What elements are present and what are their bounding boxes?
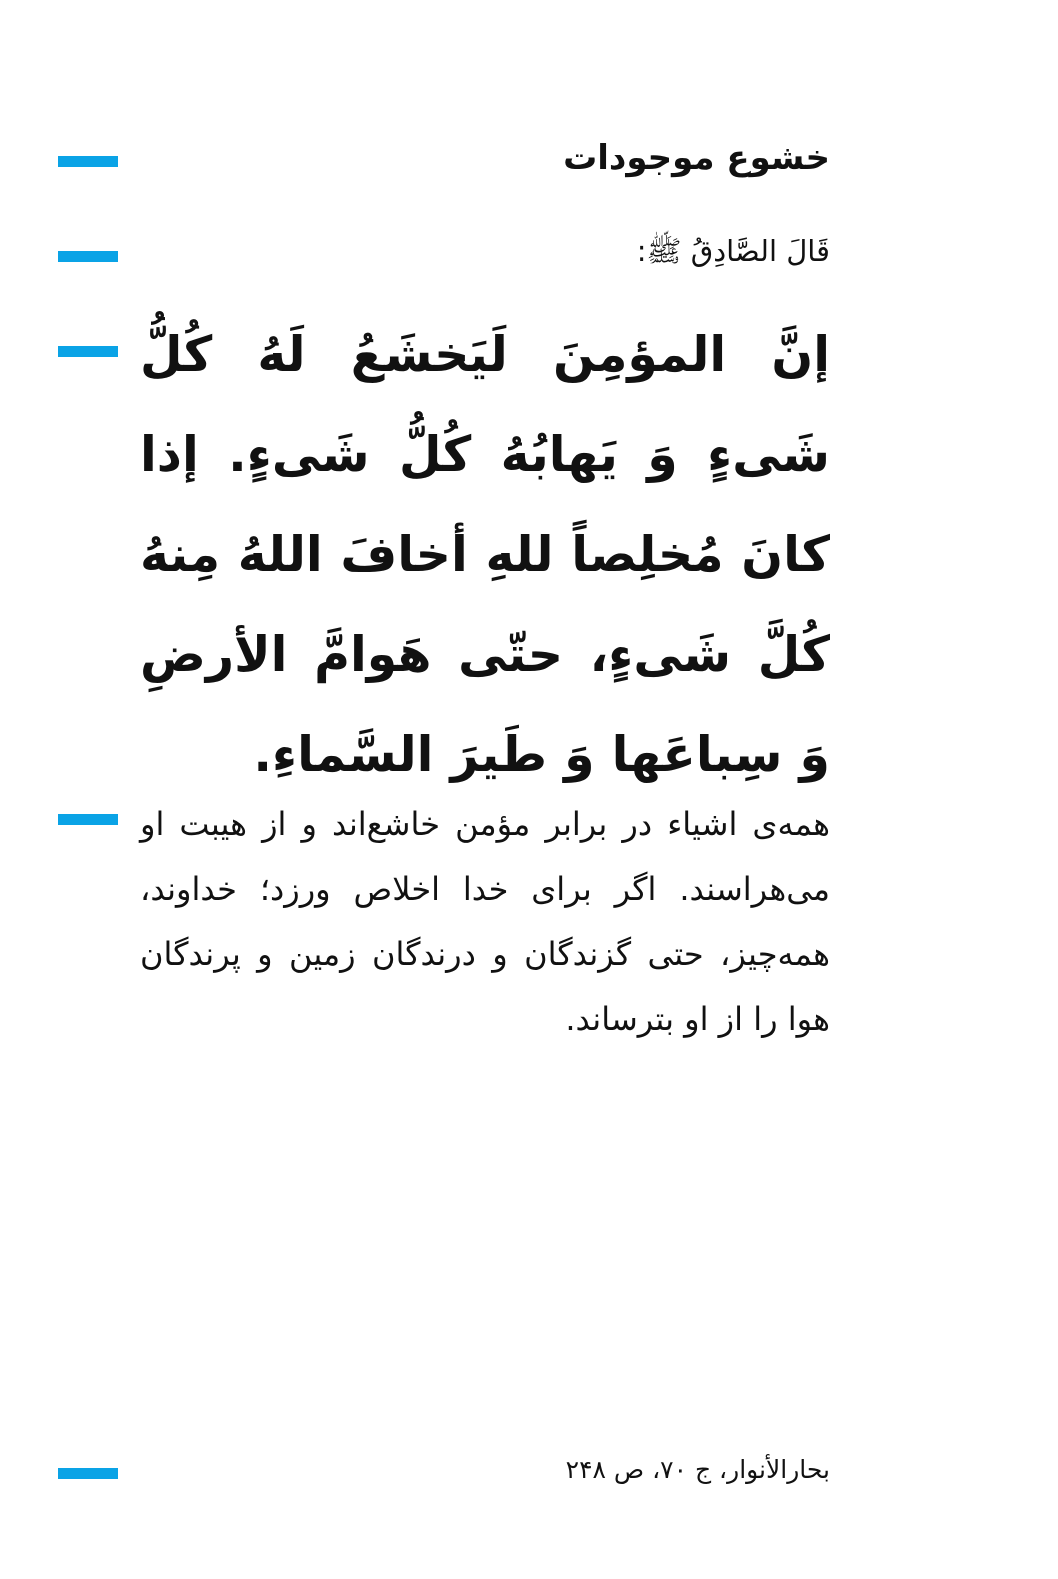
source-marker: [58, 1468, 118, 1479]
speaker-marker: [58, 251, 118, 262]
title-marker: [58, 156, 118, 167]
translation-marker: [58, 814, 118, 825]
speaker-line: قَالَ الصَّادِقُ ﷺ:: [636, 234, 830, 268]
hadith-text: إنَّ المؤمِنَ لَيَخشَعُ لَهُ كُلُّ شَىءٍ وَ يَهابُهُ كُلُّ شَىءٍ. إذا كانَ مُخلِصاً للهِ أخافَ اللهُ مِنهُ كُلَّ شَىءٍ، حتّى هَوامَّ الأرضِ وَ سِباعَها وَ طَيرَ السَّماءِ.: [140, 326, 830, 783]
source-citation: بحارالأنوار، ج ۷۰، ص ۲۴۸: [565, 1455, 830, 1484]
hadith-marker: [58, 346, 118, 357]
page-title: خشوع موجودات: [563, 138, 830, 178]
translation-text: همه‌ی اشیاء در برابر مؤمن خاشع‌اند و از هیبت او می‌هراسند. اگر برای خدا اخلاص ورزد؛ خداوند، همه‌چیز، حتی گزندگان و درندگان زمین و پرندگان هوا را از او بترساند.: [140, 805, 830, 1038]
